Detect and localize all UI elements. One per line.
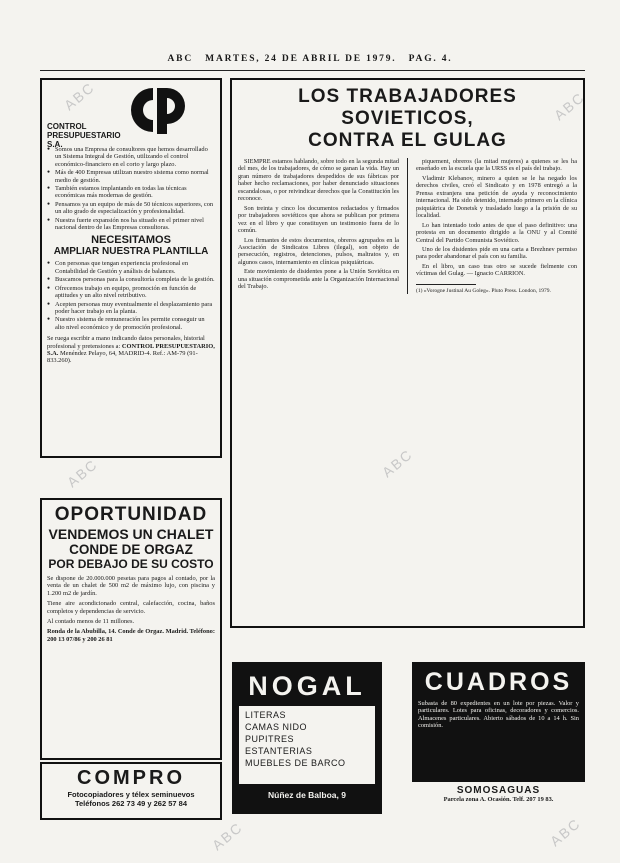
article-paragraph: piquement, obreros (la mitad mujeres) a quienes se les ha enseñado en la escuela que la URSS es el país del trabajo. (415, 158, 577, 173)
list-item: ● Ofrecemos trabajo en equipo, promoción en función de aptitudes y un alto nivel retributivo. (47, 285, 215, 300)
heading-ampliar: AMPLIAR NUESTRA PLANTILLA (53, 246, 209, 258)
nogal-item: MUEBLES DE BARCO (245, 758, 346, 768)
header-date: MARTES, 24 DE ABRIL DE 1979. (205, 54, 397, 64)
somosaguas-body: Parcela zona A. Ocasión. Telf. 207 19 83. (443, 796, 554, 803)
watermark: ABC (60, 78, 98, 114)
nogal-item: CAMAS NIDO (245, 722, 308, 732)
page-header (0, 54, 620, 70)
article-paragraph: Lo han intentado todo antes de que el paso definitivo: una protesta en un documento dirigido a la ONU y al Comité Central del Partido Comunista Soviético. (415, 221, 577, 244)
article-columns (238, 158, 577, 294)
list-item: ● Somos una Empresa de consultores que hemos desarrollado un Sistema Integral de Gestión, utilizando el control económico-financiero en el corto y largo plazo. (47, 146, 215, 168)
company-description (47, 146, 215, 231)
article-paragraph: En el libro, un caso tras otro se sucede fielmente con víctimas del Gulag. — Ignacio CARRION. (415, 262, 577, 278)
cuadros-ad (412, 662, 585, 782)
chalet-body-paragraph: Al contado menos de 11 millones. (47, 618, 135, 626)
requirements-list (47, 260, 215, 331)
article-headline-line1: LOS TRABAJADORES SOVIETICOS, (298, 86, 517, 129)
chalet-title-oportunidad: OPORTUNIDAD (54, 504, 208, 525)
footnote-rule (416, 284, 476, 285)
article-box (230, 78, 585, 628)
article-paragraph: Uno de los disidentes pide en una carta a Brezhnev permiso para poder abandonar el país con su familia. (415, 245, 577, 261)
page-number: PAG. 4. (408, 54, 453, 64)
column-divider (407, 158, 408, 294)
somosaguas-title: SOMOSAGUAS (456, 785, 541, 796)
nogal-address: Núñez de Balboa, 9 (268, 790, 346, 800)
header-rule (40, 70, 585, 71)
chalet-ad (40, 498, 222, 760)
watermark: ABC (63, 455, 101, 491)
article-paragraph: Los firmantes de estos documentos, obreros agrupados en la Asociación de Sindicatos Libres (ilegal), son objeto de persecución, registros, detenciones, pulsos, maltratos y, en algunos casos, internamiento en clínicas psiquiátricas. (238, 236, 400, 266)
list-item: ● Nuestro sistema de remuneración les permite conseguir un alto nivel económico y de promoción profesional. (47, 316, 215, 331)
article-footnote: (1) «Vorogne Justinal Au Goleg». Pluto Press. London, 1979. (415, 287, 551, 294)
somosaguas-ad (412, 785, 585, 813)
contact-address: Menéndez Pelayo, 64, MADRID-4. Ref.: AM-79 (91-833.260). (47, 349, 198, 365)
chalet-body-paragraph: Se dispone de 20.000.000 pesetas para pagos al contado, por la venta de un chalet de 500 m2 de máximo lujo, con piscina y 1.200 m2 de jardín. (47, 575, 215, 597)
company-name: CONTROL PRESUPUESTARIO S.A. (47, 122, 121, 149)
article-column-1 (238, 158, 399, 294)
watermark: ABC (546, 814, 584, 850)
list-item: ● Pensamos ya un equipo de más de 50 técnicos superiores, con un alto grado de especialización y profesionalidad. (47, 201, 215, 216)
article-paragraph: SIEMPRE estamos hablando, sobre todo en la segunda mitad del mes, de los trabajadores, de cómo se ganan la vida. Hay un gran número de trabajadores despedidos de sus fábricas por haber hecho reclamaciones, por haber denunciado situaciones escandalosas, o por reivindicar derechos que la Constitución les reconoce. (238, 158, 400, 203)
contact-intro: Se ruega escribir a mano indicando datos personales, historial profesional y pretensiones a: (47, 335, 205, 350)
nogal-ad (232, 662, 382, 814)
heading-necesitamos: NECESITAMOS (91, 234, 171, 247)
nogal-list-box (239, 706, 375, 784)
nogal-title: NOGAL (248, 671, 366, 701)
article-paragraph: Vladimir Klebanov, minero a quien se le ha negado los derechos civiles, creó el Sindicato y en 1978 entregó a la Prensa extranjera una petición de ayuda y reconocimiento internacional. Ha sido detenido, internado primero en la clínica psiquiátrica de Donetsk y trasladado luego a la prisión de su localidad. (415, 174, 577, 220)
nogal-item: LITERAS (245, 710, 287, 720)
chalet-title-price: POR DEBAJO DE SU COSTO (48, 557, 214, 571)
article-headline-line2: CONTRA EL GULAG (308, 130, 507, 151)
list-item: ● Buscamos personas para la consultoría completa de la gestión. (47, 276, 215, 283)
watermark: ABC (550, 88, 588, 124)
compro-phones: Teléfonos 262 73 49 y 262 57 84 (74, 799, 188, 808)
contact-block (47, 335, 215, 365)
compro-title: COMPRO (77, 767, 185, 789)
control-ad (40, 78, 222, 458)
chalet-contact: Ronda de la Abubilla, 14. Conde de Orgaz. Madrid. Teléfono: 200 13 07/86 y 200 26 81 (47, 628, 215, 643)
watermark: ABC (378, 445, 416, 481)
list-item: ● Con personas que tengan experiencia profesional en Contabilidad de Gestión y análisis de balances. (47, 260, 215, 275)
chalet-title-vendemos: VENDEMOS UN CHALET (48, 526, 214, 542)
contact-company: CONTROL PRESUPUESTARIO, S.A. (47, 342, 215, 357)
list-item: ● Acepten personas muy eventualmente el desplazamiento para poder hacer trabajo en la planta. (47, 301, 215, 316)
newspaper-name: ABC (167, 54, 193, 64)
list-item: ● Nuestra fuerte expansión nos ha situado en el primer nivel nacional dentro de las Empresas consultoras. (47, 217, 215, 232)
cp-logo (47, 84, 215, 149)
watermark: ABC (208, 818, 246, 854)
compro-body: Fotocopiadores y télex seminuevos (67, 790, 195, 799)
cuadros-body: Subasta de 80 expedientes en un lote por piezas. Valor y particulares. Lotes para oficinas, decoradores y comercios. Almacenes particulares. Abierto sábados de 10 a 14 h. Sin comisión. (418, 700, 579, 730)
cuadros-title: CUADROS (424, 668, 573, 696)
list-item: ● También estamos implantando en todas las técnicas económicas más modernas de gestión. (47, 185, 215, 200)
chalet-body (47, 575, 215, 643)
article-paragraph: Este movimiento de disidentes pone a la Unión Soviética en una situación comprometida ante la Organización Internacional del Trabajo. (238, 268, 400, 291)
article-column-2 (416, 158, 577, 294)
list-item: ● Más de 400 Empresas utilizan nuestro sistema como normal medio de gestión. (47, 169, 215, 184)
article-paragraph: Son treinta y cinco los documentos redactados y firmados por trabajadores soviéticos que ahora se publican por primera vez en el libro y que constituyen un testimonio fuera de lo común. (238, 204, 400, 235)
compro-ad (40, 762, 222, 820)
chalet-title-location: CONDE DE ORGAZ (69, 542, 193, 557)
nogal-item: PUPITRES (245, 734, 295, 744)
chalet-body-paragraph: Tiene aire acondicionado central, calefacción, cocina, baños completos y dependencias de servicio. (47, 600, 215, 615)
nogal-item: ESTANTERIAS (245, 746, 313, 756)
